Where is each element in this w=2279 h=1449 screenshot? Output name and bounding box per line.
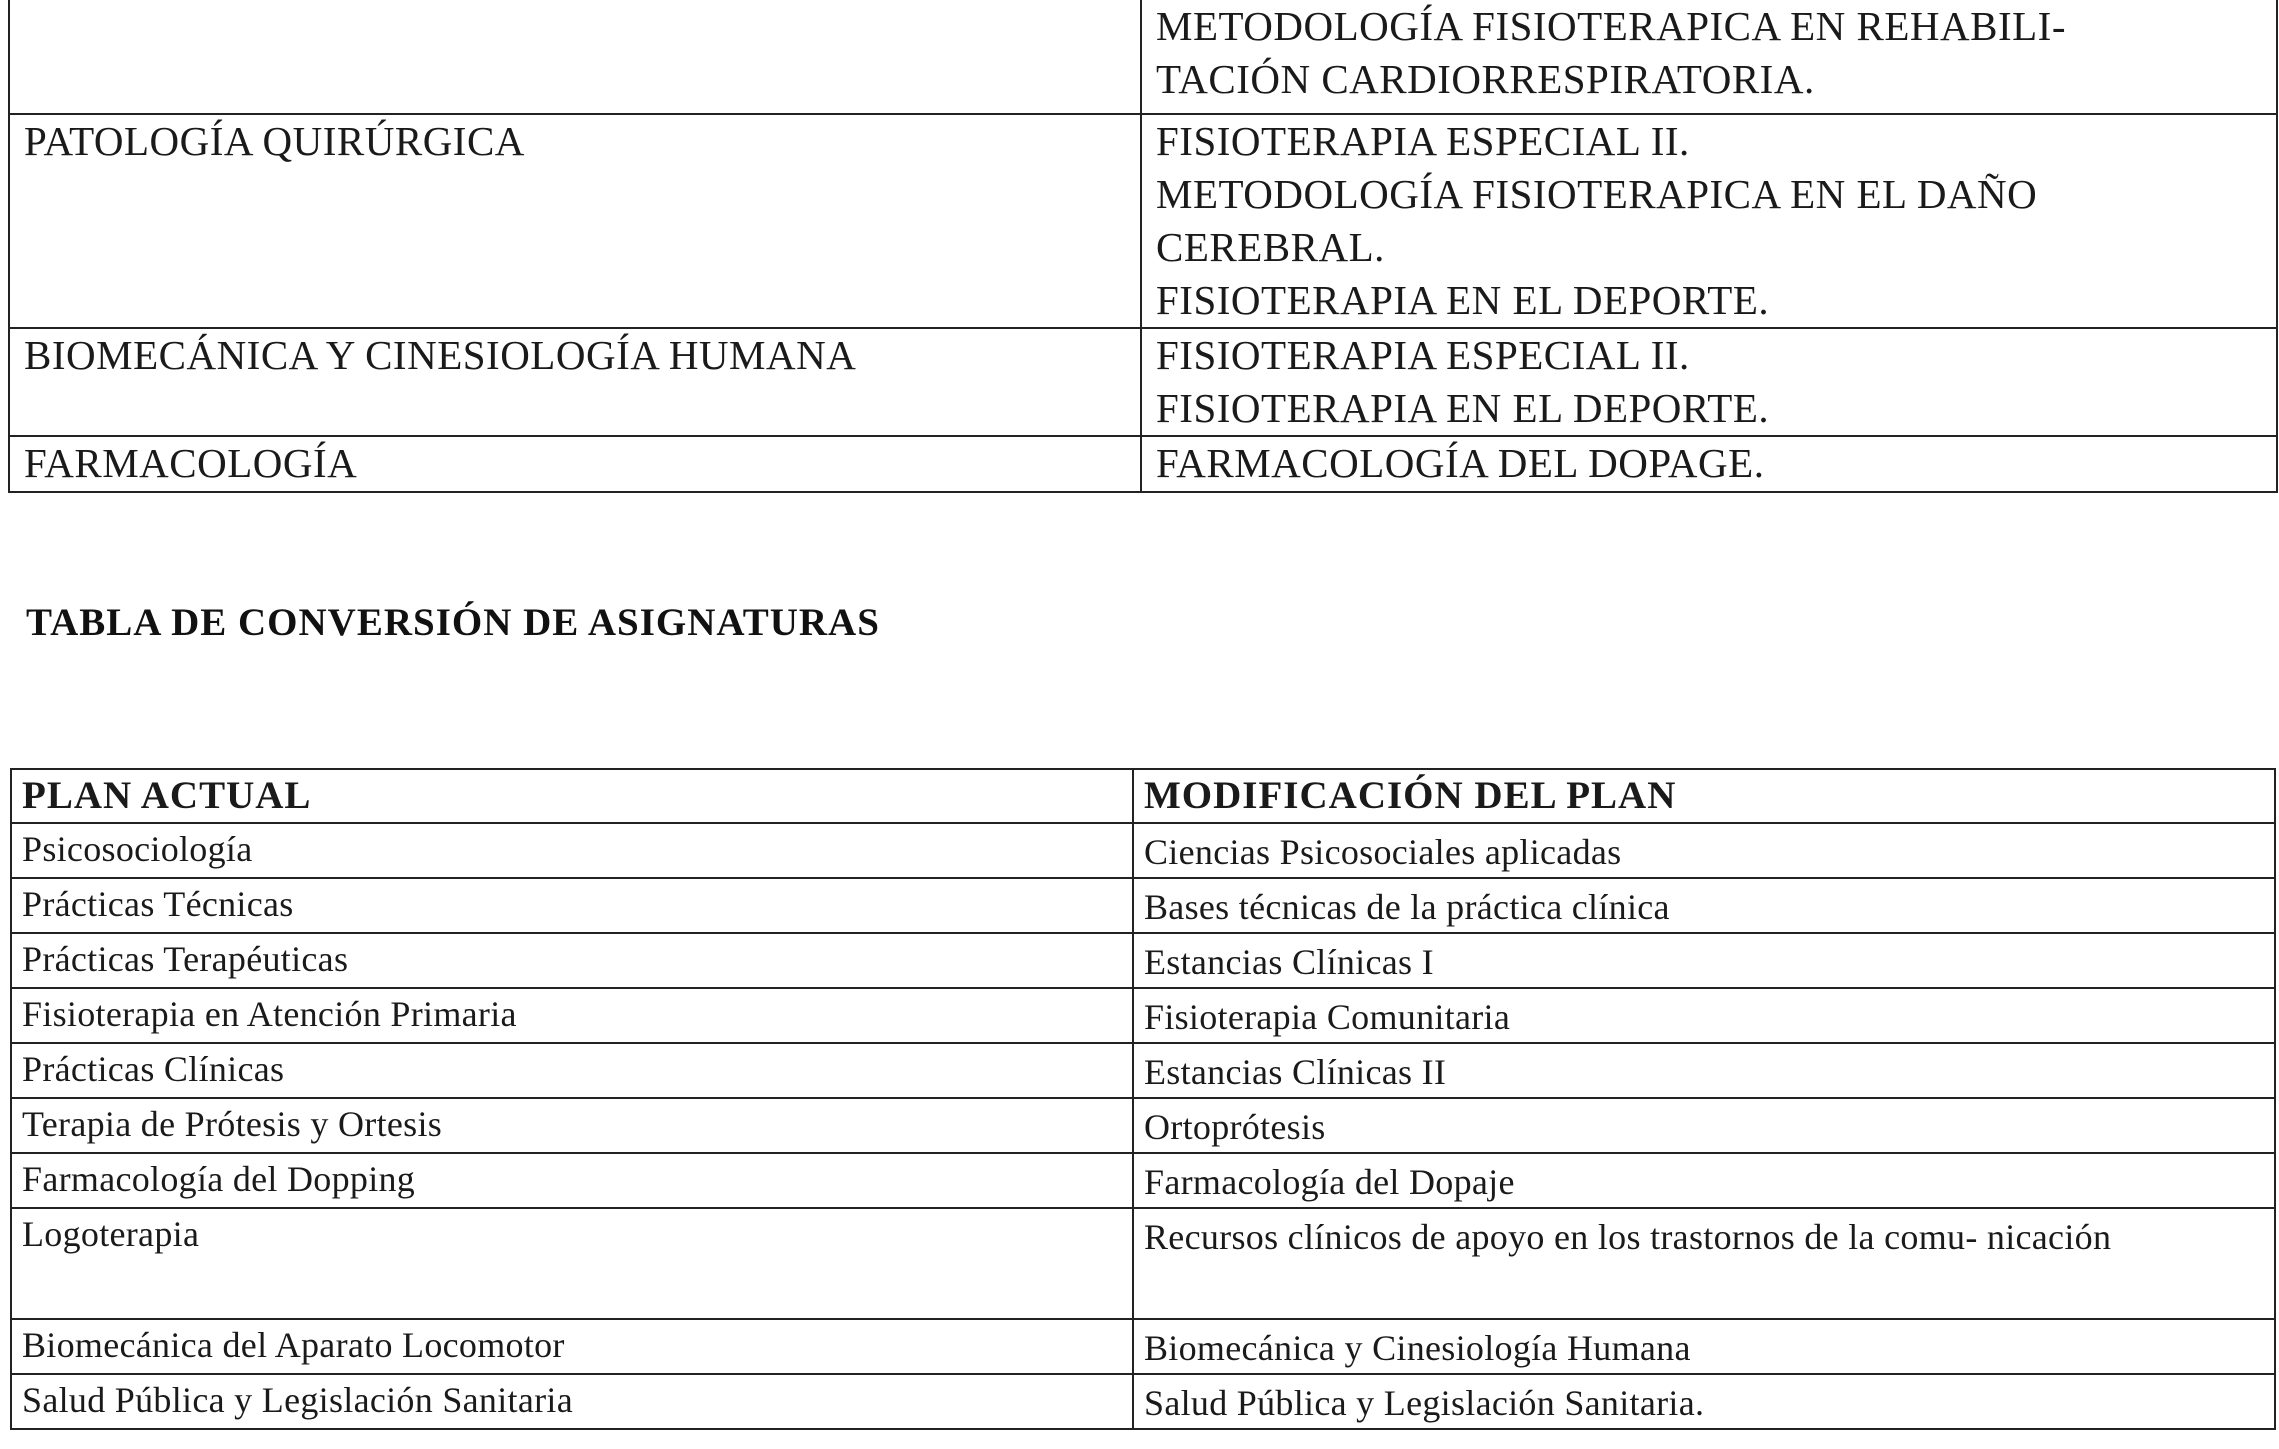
table-row: [11, 1319, 2275, 1374]
table-row: [11, 823, 2275, 878]
table-row: [11, 933, 2275, 988]
cell-line: FARMACOLOGÍA: [24, 440, 358, 486]
table-row: [9, 328, 2277, 436]
table-row: [11, 988, 2275, 1043]
subject-cell: [9, 328, 1141, 436]
modified-subject-cell: Estancias Clínicas II: [1133, 1043, 2275, 1098]
cell-line: CEREBRAL.: [1156, 224, 1385, 270]
table-row: [11, 1153, 2275, 1208]
table-row: [11, 1374, 2275, 1429]
related-subjects-cell: [1141, 0, 2277, 114]
table-row: [9, 436, 2277, 492]
current-subject-cell: Prácticas Técnicas: [11, 878, 1133, 933]
subject-cell: [9, 436, 1141, 492]
table-row: [9, 0, 2277, 114]
current-subject-cell: Salud Pública y Legislación Sanitaria: [11, 1374, 1133, 1429]
cell-line: TACIÓN CARDIORRESPIRATORIA.: [1156, 56, 1815, 102]
modified-subject-cell: Ciencias Psicosociales aplicadas: [1133, 823, 2275, 878]
cell-line: FISIOTERAPIA ESPECIAL II.: [1156, 332, 1690, 378]
current-subject-cell: Biomecánica del Aparato Locomotor: [11, 1319, 1133, 1374]
current-subject-cell: Farmacología del Dopping: [11, 1153, 1133, 1208]
related-subjects-cell: [1141, 328, 2277, 436]
current-subject-cell: Logoterapia: [11, 1208, 1133, 1319]
equivalence-table: [8, 0, 2278, 493]
table-row: [11, 1098, 2275, 1153]
cell-line: METODOLOGÍA FISIOTERAPICA EN REHABILI-: [1156, 3, 2066, 49]
column-header-current-plan: PLAN ACTUAL: [11, 769, 1133, 823]
cell-line: FISIOTERAPIA ESPECIAL II.: [1156, 118, 1690, 164]
modified-subject-cell: Farmacología del Dopaje: [1133, 1153, 2275, 1208]
subject-cell: [9, 114, 1141, 328]
modified-subject-cell: Estancias Clínicas I: [1133, 933, 2275, 988]
modified-subject-cell: Bases técnicas de la práctica clínica: [1133, 878, 2275, 933]
cell-line: FISIOTERAPIA EN EL DEPORTE.: [1156, 277, 1770, 323]
cell-line: FARMACOLOGÍA DEL DOPAGE.: [1156, 440, 1765, 486]
cell-line: PATOLOGÍA QUIRÚRGICA: [24, 118, 525, 164]
related-subjects-cell: [1141, 114, 2277, 328]
table-row: [11, 878, 2275, 933]
cell-line: BIOMECÁNICA Y CINESIOLOGÍA HUMANA: [24, 332, 857, 378]
current-subject-cell: Fisioterapia en Atención Primaria: [11, 988, 1133, 1043]
table-row: [11, 1208, 2275, 1319]
modified-subject-cell: Biomecánica y Cinesiología Humana: [1133, 1319, 2275, 1374]
table-row: [11, 1043, 2275, 1098]
section-heading: TABLA DE CONVERSIÓN DE ASIGNATURAS: [26, 601, 880, 644]
current-subject-cell: Psicosociología: [11, 823, 1133, 878]
table-header-row: [11, 769, 2275, 823]
current-subject-cell: Prácticas Clínicas: [11, 1043, 1133, 1098]
current-subject-cell: Prácticas Terapéuticas: [11, 933, 1133, 988]
conversion-table: [10, 768, 2276, 1430]
modified-subject-cell: Fisioterapia Comunitaria: [1133, 988, 2275, 1043]
current-subject-cell: Terapia de Prótesis y Ortesis: [11, 1098, 1133, 1153]
modified-subject-cell: Salud Pública y Legislación Sanitaria.: [1133, 1374, 2275, 1429]
subject-cell: [9, 0, 1141, 114]
column-header-modified-plan: MODIFICACIÓN DEL PLAN: [1133, 769, 2275, 823]
modified-subject-cell: Ortoprótesis: [1133, 1098, 2275, 1153]
related-subjects-cell: [1141, 436, 2277, 492]
modified-subject-cell: Recursos clínicos de apoyo en los trastornos de la comu- nicación: [1133, 1208, 2275, 1319]
table-row: [9, 114, 2277, 328]
cell-line: FISIOTERAPIA EN EL DEPORTE.: [1156, 385, 1770, 431]
cell-line: METODOLOGÍA FISIOTERAPICA EN EL DAÑO: [1156, 171, 2038, 217]
